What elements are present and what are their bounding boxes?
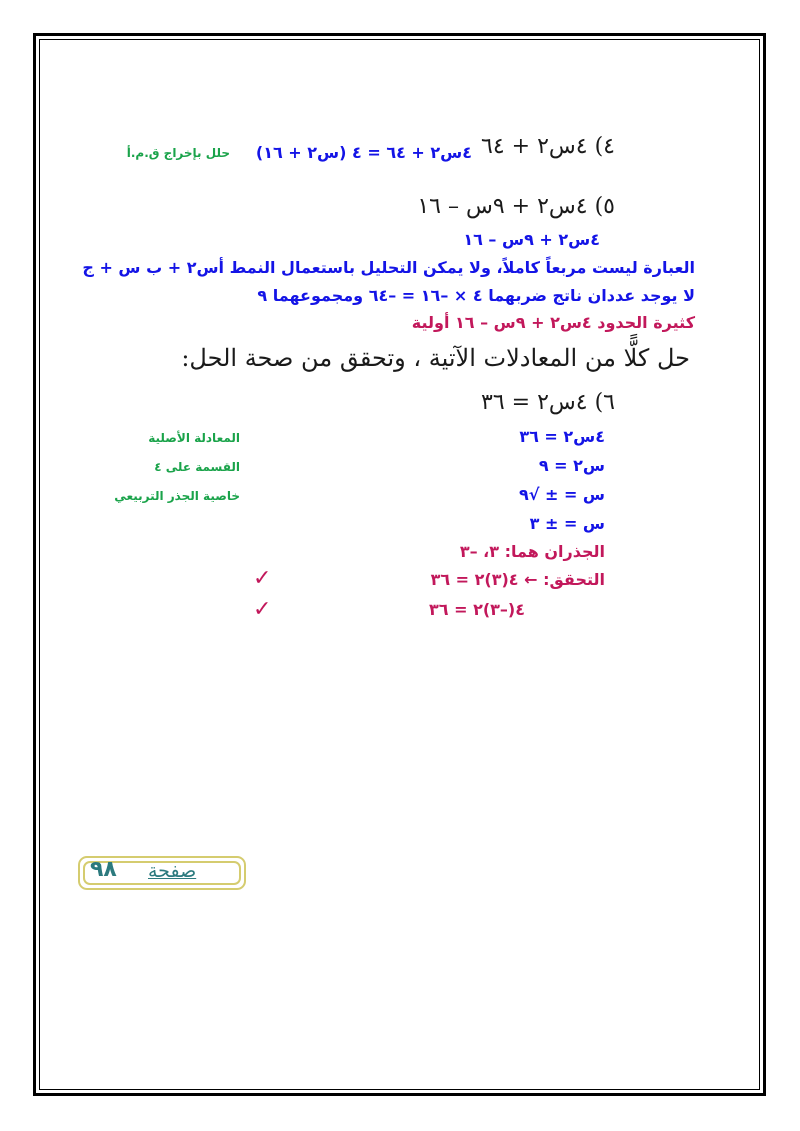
problem-4-note: حلل بإخراج ق.م.أ <box>126 146 230 160</box>
problem-5: ٥) ٤س٢ + ٩س – ١٦ <box>417 194 615 219</box>
page-number: ٩٨ <box>90 857 117 882</box>
problem-6-check-2: ٤(–٣)٢ = ٣٦ <box>429 600 525 619</box>
checkmark-icon: ✓ <box>253 597 272 622</box>
problem-4-step: ٤س٢ + ٦٤ = ٤ (س٢ + ١٦) <box>255 143 472 162</box>
checkmark-icon: ✓ <box>253 566 272 591</box>
problem-6-step-4: س = ± ٣ <box>529 514 605 533</box>
page-label: صفحة <box>148 860 197 882</box>
problem-5-conclusion: كثيرة الحدود ٤س٢ + ٩س – ١٦ أولية <box>411 313 695 332</box>
problem-6-roots: الجذران هما: ٣، –٣ <box>459 542 605 561</box>
problem-5-explanation-2: لا يوجد عددان ناتج ضربهما ٤ × –١٦ = –٦٤ ومجموعهما ٩ <box>257 286 695 305</box>
problem-6-note-1: المعادلة الأصلية <box>148 431 240 445</box>
problem-6-note-3: خاصية الجذر التربيعي <box>114 489 240 503</box>
problem-5-explanation-1: العبارة ليست مربعاً كاملاً، ولا يمكن التحليل باستعمال النمط أس٢ + ب س + ج <box>82 258 695 277</box>
page-border-inner <box>39 39 760 1090</box>
instruction: حل كلًّا من المعادلات الآتية ، وتحقق من صحة الحل: <box>181 344 690 372</box>
problem-5-restate: ٤س٢ + ٩س – ١٦ <box>463 230 600 249</box>
problem-6: ٦) ٤س٢ = ٣٦ <box>481 390 615 415</box>
problem-6-check-1: التحقق: ← ٤(٣)٢ = ٣٦ <box>430 570 605 589</box>
problem-6-step-1: ٤س٢ = ٣٦ <box>519 427 605 446</box>
problem-6-step-2: س٢ = ٩ <box>538 456 605 475</box>
problem-6-note-2: القسمة على ٤ <box>154 460 240 474</box>
problem-4: ٤) ٤س٢ + ٦٤ <box>481 134 615 159</box>
problem-6-step-3: س = ± √٩ <box>518 485 605 504</box>
